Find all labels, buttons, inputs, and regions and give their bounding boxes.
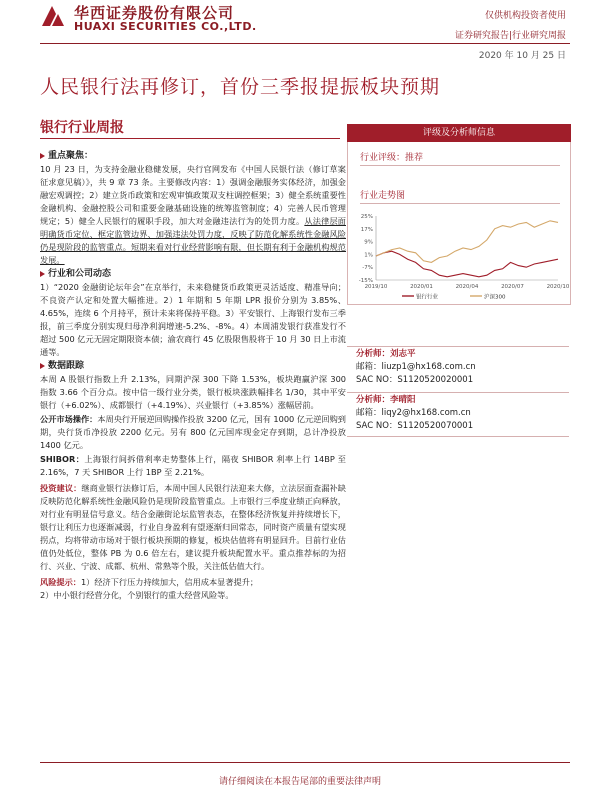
- company-name-en: HUAXI SECURITIES CO.,LTD.: [74, 20, 257, 33]
- industry-trend-chart: [352, 210, 570, 302]
- x-tick-label: 2020/07: [501, 284, 524, 290]
- advice-body: 继商业银行法修订后，本周中国人民银行法迎来大修，立法层面查漏补缺反映防范化解系统性金融风险仍是现阶段监管重点。上市银行三季度业绩正向释放，对行业有明显信号意义。结合金融街论坛监管表态，在整体经济恢复并持续增长下，银行让利压力也逐渐减弱，行业自身盈利有望逐渐归回常态，同时资产质量有望实现拐点，均将带动市场对于银行板块预期的修复，板块估值将有明显回升。目前行业估值仍处低位，整体 PB 为 0.6 倍左右，建议提升板块配置水平。重点推荐标的为招行、兴业、宁波、成都、杭州、常熟等个股，关注低估值大行。: [40, 483, 346, 571]
- industry-heading: 行业和公司动态: [40, 268, 346, 281]
- legend-label-hs300: 沪深300: [484, 294, 506, 301]
- trend-divider: [360, 203, 560, 204]
- report-title: 人民银行法再修订，首份三季报提振板块预期: [40, 76, 441, 98]
- data-heading: 数据跟踪: [40, 360, 346, 373]
- analyst-divider-1: [347, 346, 569, 347]
- main-content: [40, 150, 346, 603]
- y-tick-label: 25%: [360, 214, 373, 220]
- analyst-divider-2: [347, 392, 569, 393]
- shibor-body: 上海银行间拆借利率走势整体上行，隔夜 SHIBOR 利率上行 14BP 至 2.16%，7 天 SHIBOR 上行 1BP 至 2.21%。: [40, 454, 346, 477]
- risk-item-1: 1）经济下行压力持续加大，信用成本显著提升；: [80, 577, 259, 587]
- analyst-2: [356, 394, 473, 433]
- company-logo-icon: [40, 4, 66, 28]
- x-tick-label: 2020/04: [455, 284, 479, 290]
- x-tick-label: 2019/10: [364, 284, 388, 290]
- open-market-body: 本周央行开展逆回购操作投放 3200 亿元，国有 1000 亿元逆回购到期，央行货币净投放 2200 亿元。另有 800 亿元国库现金定存到期，总计净投放 1400 亿元。: [40, 414, 346, 450]
- focus-text: [40, 163, 346, 267]
- y-tick-label: 1%: [364, 252, 373, 259]
- industry-rating: 行业评级：推荐: [360, 153, 424, 163]
- analyst-1-name: 分析师：刘志平: [356, 349, 416, 359]
- chart-legend: [402, 293, 506, 301]
- rating-divider: [360, 165, 560, 166]
- y-tick-label: -7%: [362, 265, 373, 272]
- data-text: 本周 A 股银行指数上升 2.13%，同期沪深 300 下降 1.53%，板块跑赢沪深 300 指数 3.66 个百分点。按中信一级行业分类，银行板块涨跌幅排名 1/30，其中平安银行（+6.02%）、成都银行（+4.19%）、兴业银行（+3.85%）涨幅居前。: [40, 374, 346, 410]
- analyst-2-sac: SAC NO：S1120520070001: [356, 421, 474, 431]
- analyst-1: [356, 348, 476, 387]
- focus-text-b: 从法律层面明确货币定位、框定监管边界、加强违法处罚力度，反映了防范化解系统性金融风险仍是现阶段的监管重点。短期来看对行业经营影响有限，但长期有利于金融机构规范发展。: [40, 216, 346, 265]
- report-audience: 仅供机构投资者使用: [484, 11, 566, 21]
- industry-text: 1）“2020 金融街论坛年会”在京举行，未来稳健货币政策更灵活适度、精准导向；不良资产认定和处置大幅推进。2）1 年期和 5 年期 LPR 报价分别为 3.85%、4.65%，连续 6 个月持平，预计未来将保持平稳。3）平安银行、上海银行发布三季报，前三季度分别实现归母净利润增速-5.2%、-8%。4）本周浦发银行获准发行不超过 500 亿元无固定期限资本债；渝农商行 45 亿股限售股将于 10 月 30 日上市流通等。: [40, 282, 346, 357]
- y-tick-label: 9%: [364, 239, 373, 246]
- analyst-1-sac: SAC NO：S1120520020001: [356, 375, 474, 385]
- y-tick-label: -15%: [358, 278, 373, 284]
- focus-text-a: 10 月 23 日，为支持金融业稳健发展，央行官网发布《中国人民银行法（修订草案征求意见稿）》，共 9 章 73 条。主要修改内容：1）强调金融服务实体经济，加强金融宏观调控；2）建立货币政策和宏观审慎政策双支柱调控框架；3）健全系统重要性金融机构、金融控股公司和重要金融基础设施的统筹监管制度；4）完善人民币管理规定；5）健全人民银行的履职手段，加大对金融违法行为的处罚力度。: [40, 164, 346, 226]
- analyst-2-name: 分析师：李晴阳: [356, 395, 416, 405]
- series-line-bank: [376, 251, 558, 277]
- shibor-text: [40, 453, 346, 479]
- analyst-2-email[interactable]: 邮箱：liqy2@hx168.com.cn: [356, 408, 471, 418]
- legend-label-bank: 银行行业: [416, 294, 439, 301]
- risk-label: 风险提示：: [40, 577, 81, 587]
- footer-divider: [40, 762, 570, 763]
- y-tick-label: 17%: [360, 226, 373, 233]
- analyst-1-email[interactable]: 邮箱：liuzp1@hx168.com.cn: [356, 362, 476, 372]
- focus-heading: 重点聚焦：: [40, 150, 346, 163]
- analyst-divider-3: [347, 436, 569, 437]
- open-market-label: 公开市场操作：: [40, 414, 98, 424]
- report-subtitle: 银行行业周报: [40, 120, 124, 136]
- report-category: 证券研究报告|行业研究周报: [454, 31, 566, 41]
- risk-item-2: 2）中小银行经营分化，个别银行的重大经营风险等。: [40, 590, 234, 600]
- x-tick-label: 2020/01: [410, 284, 433, 290]
- advice-text: [40, 482, 346, 573]
- sidebar-header: 评级及分析师信息: [347, 124, 571, 142]
- report-date: 2020 年 10 月 25 日: [478, 51, 566, 61]
- footer-disclaimer: 请仔细阅读在本报告尾部的重要法律声明: [218, 777, 381, 787]
- risk-text: [40, 576, 346, 602]
- x-tick-label: 2020/10: [546, 284, 570, 290]
- shibor-label: SHIBOR：: [40, 454, 85, 464]
- open-market-text: [40, 413, 346, 452]
- advice-label: 投资建议：: [40, 483, 82, 493]
- subtitle-divider: [40, 138, 340, 139]
- company-name-cn: 华西证券股份有限公司: [74, 4, 235, 22]
- trend-chart-title: 行业走势图: [360, 191, 406, 201]
- header-divider: [40, 43, 570, 44]
